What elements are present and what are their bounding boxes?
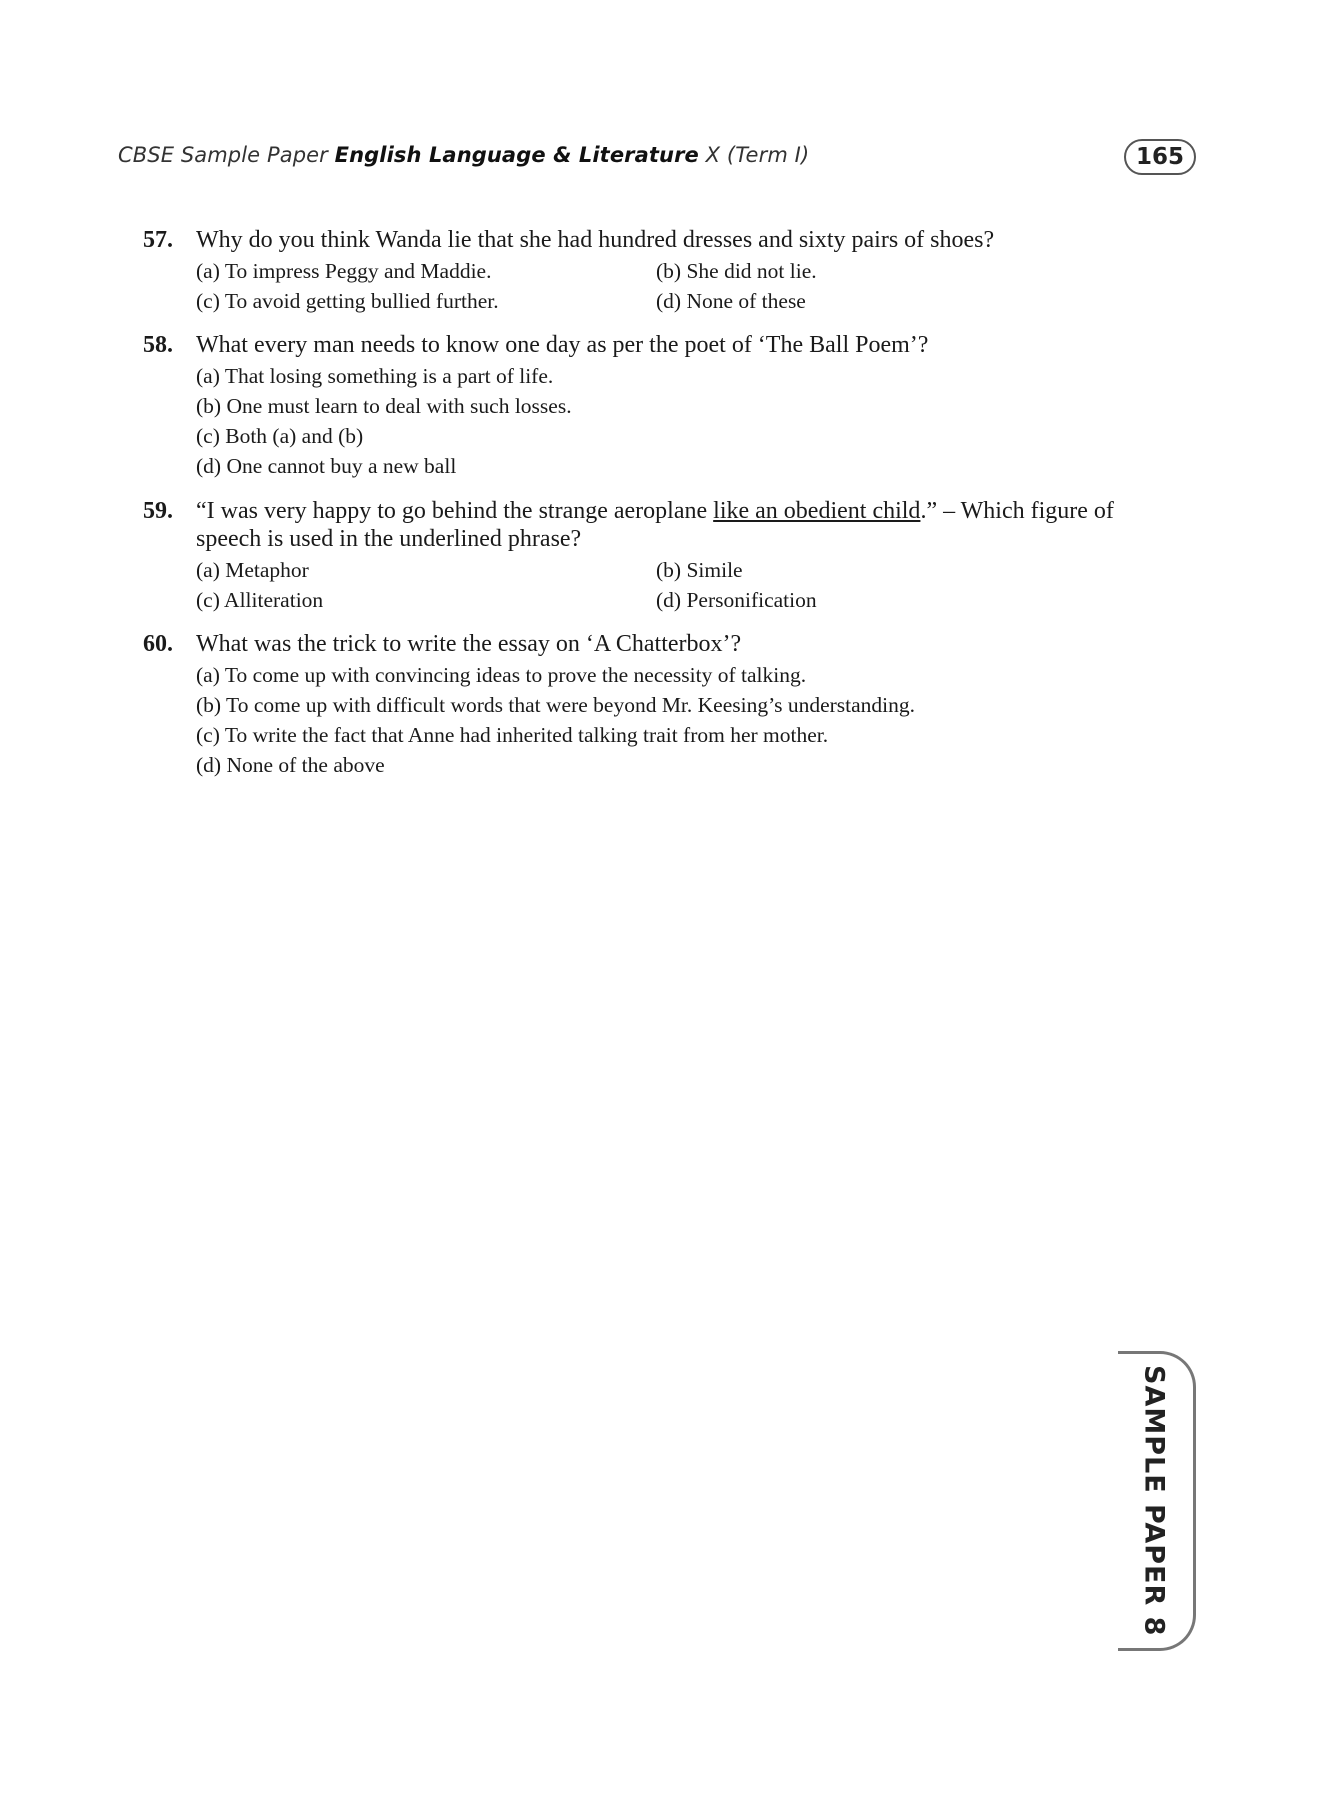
option-d: (d) Personification <box>656 588 817 612</box>
question-number: 57. <box>143 227 173 253</box>
side-tab-label: SAMPLE PAPER 8 <box>1138 1365 1170 1637</box>
question-number: 58. <box>143 332 173 358</box>
option-b: (b) Simile <box>656 558 743 582</box>
running-header <box>118 143 809 167</box>
option-a: (a) That losing something is a part of life. <box>196 364 554 388</box>
question-stem: What every man needs to know one day as per the poet of ‘The Ball Poem’? <box>196 332 929 358</box>
option-a: (a) To come up with convincing ideas to prove the necessity of talking. <box>196 663 807 687</box>
question-stem <box>196 497 1123 553</box>
option-a: (a) Metaphor <box>196 558 309 582</box>
option-d: (d) None of these <box>656 289 806 313</box>
option-d: (d) None of the above <box>196 753 385 777</box>
option-b: (b) To come up with difficult words that were beyond Mr. Keesing’s understanding. <box>196 693 916 717</box>
option-a: (a) To impress Peggy and Maddie. <box>196 259 492 283</box>
question-59 <box>143 497 1123 615</box>
stem-text: “I was very happy to go behind the strange aeroplane <box>196 498 714 524</box>
stem-text: .” – Which figure of speech is used in the underlined phrase? <box>196 498 1114 552</box>
page-number: 165 <box>1124 139 1196 175</box>
header-subject: English Language & Literature <box>334 143 699 167</box>
question-57 <box>143 226 1123 316</box>
option-d: (d) One cannot buy a new ball <box>196 454 457 478</box>
options <box>196 361 1123 481</box>
option-c: (c) To avoid getting bullied further. <box>196 289 499 313</box>
question-stem: What was the trick to write the essay on ‘A Chatterbox’? <box>196 631 742 657</box>
option-c: (c) To write the fact that Anne had inherited talking trait from her mother. <box>196 723 829 747</box>
option-b: (b) One must learn to deal with such losses. <box>196 394 572 418</box>
options <box>196 660 1123 780</box>
question-number: 59. <box>143 498 173 524</box>
header-suffix: X (Term I) <box>705 143 810 167</box>
option-b: (b) She did not lie. <box>656 259 817 283</box>
options <box>196 256 1123 316</box>
option-c: (c) Alliteration <box>196 588 324 612</box>
question-60 <box>143 630 1123 780</box>
underlined-phrase: like an obedient child <box>713 498 921 524</box>
question-stem: Why do you think Wanda lie that she had hundred dresses and sixty pairs of shoes? <box>196 227 995 253</box>
option-c: (c) Both (a) and (b) <box>196 424 364 448</box>
header-prefix: CBSE Sample Paper <box>118 143 328 167</box>
options <box>196 555 1123 615</box>
side-tab <box>1126 1355 1182 1647</box>
question-58 <box>143 331 1123 481</box>
question-number: 60. <box>143 631 173 657</box>
